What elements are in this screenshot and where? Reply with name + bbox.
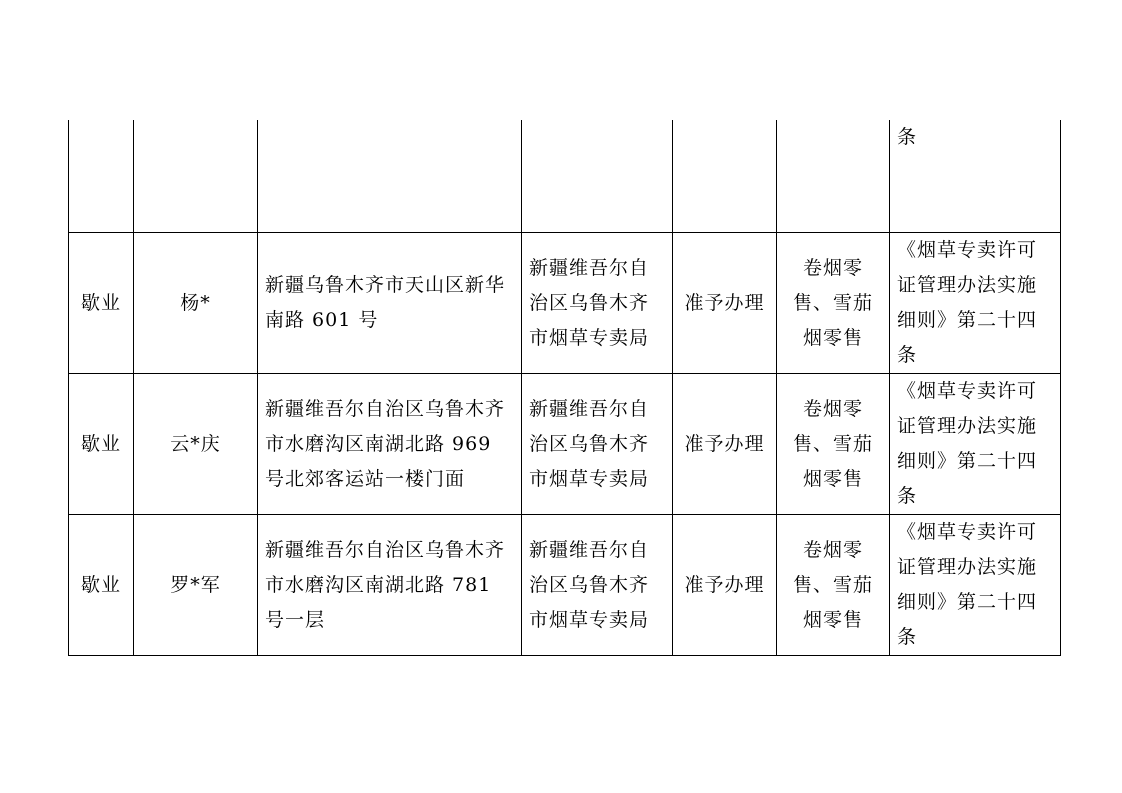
cell-status: 歇业 [69, 374, 134, 515]
cell-basis: 条 [890, 120, 1061, 233]
cell-decision: 准予办理 [673, 515, 777, 656]
cell-basis: 《烟草专卖许可证管理办法实施细则》第二十四条 [890, 374, 1061, 515]
cell-basis: 《烟草专卖许可证管理办法实施细则》第二十四条 [890, 515, 1061, 656]
cell-authority: 新疆维吾尔自治区乌鲁木齐市烟草专卖局 [522, 515, 673, 656]
cell-scope: 卷烟零售、雪茄烟零售 [777, 233, 890, 374]
cell-name [134, 120, 258, 233]
table-row-continuation [69, 120, 1061, 233]
cell-decision [673, 120, 777, 233]
cell-scope: 卷烟零售、雪茄烟零售 [777, 374, 890, 515]
permit-table [68, 120, 1061, 656]
cell-scope: 卷烟零售、雪茄烟零售 [777, 515, 890, 656]
cell-address: 新疆维吾尔自治区乌鲁木齐市水磨沟区南湖北路 781 号一层 [258, 515, 522, 656]
table-row [69, 374, 1061, 515]
table-row [69, 515, 1061, 656]
cell-name: 罗*军 [134, 515, 258, 656]
cell-authority: 新疆维吾尔自治区乌鲁木齐市烟草专卖局 [522, 374, 673, 515]
cell-decision: 准予办理 [673, 374, 777, 515]
cell-status: 歇业 [69, 233, 134, 374]
cell-status [69, 120, 134, 233]
cell-name: 云*庆 [134, 374, 258, 515]
cell-name: 杨* [134, 233, 258, 374]
cell-authority: 新疆维吾尔自治区乌鲁木齐市烟草专卖局 [522, 233, 673, 374]
cell-scope [777, 120, 890, 233]
cell-authority [522, 120, 673, 233]
cell-decision: 准予办理 [673, 233, 777, 374]
table-row [69, 233, 1061, 374]
cell-address: 新疆乌鲁木齐市天山区新华南路 601 号 [258, 233, 522, 374]
cell-address [258, 120, 522, 233]
cell-address: 新疆维吾尔自治区乌鲁木齐市水磨沟区南湖北路 969 号北郊客运站一楼门面 [258, 374, 522, 515]
cell-status: 歇业 [69, 515, 134, 656]
cell-basis: 《烟草专卖许可证管理办法实施细则》第二十四条 [890, 233, 1061, 374]
